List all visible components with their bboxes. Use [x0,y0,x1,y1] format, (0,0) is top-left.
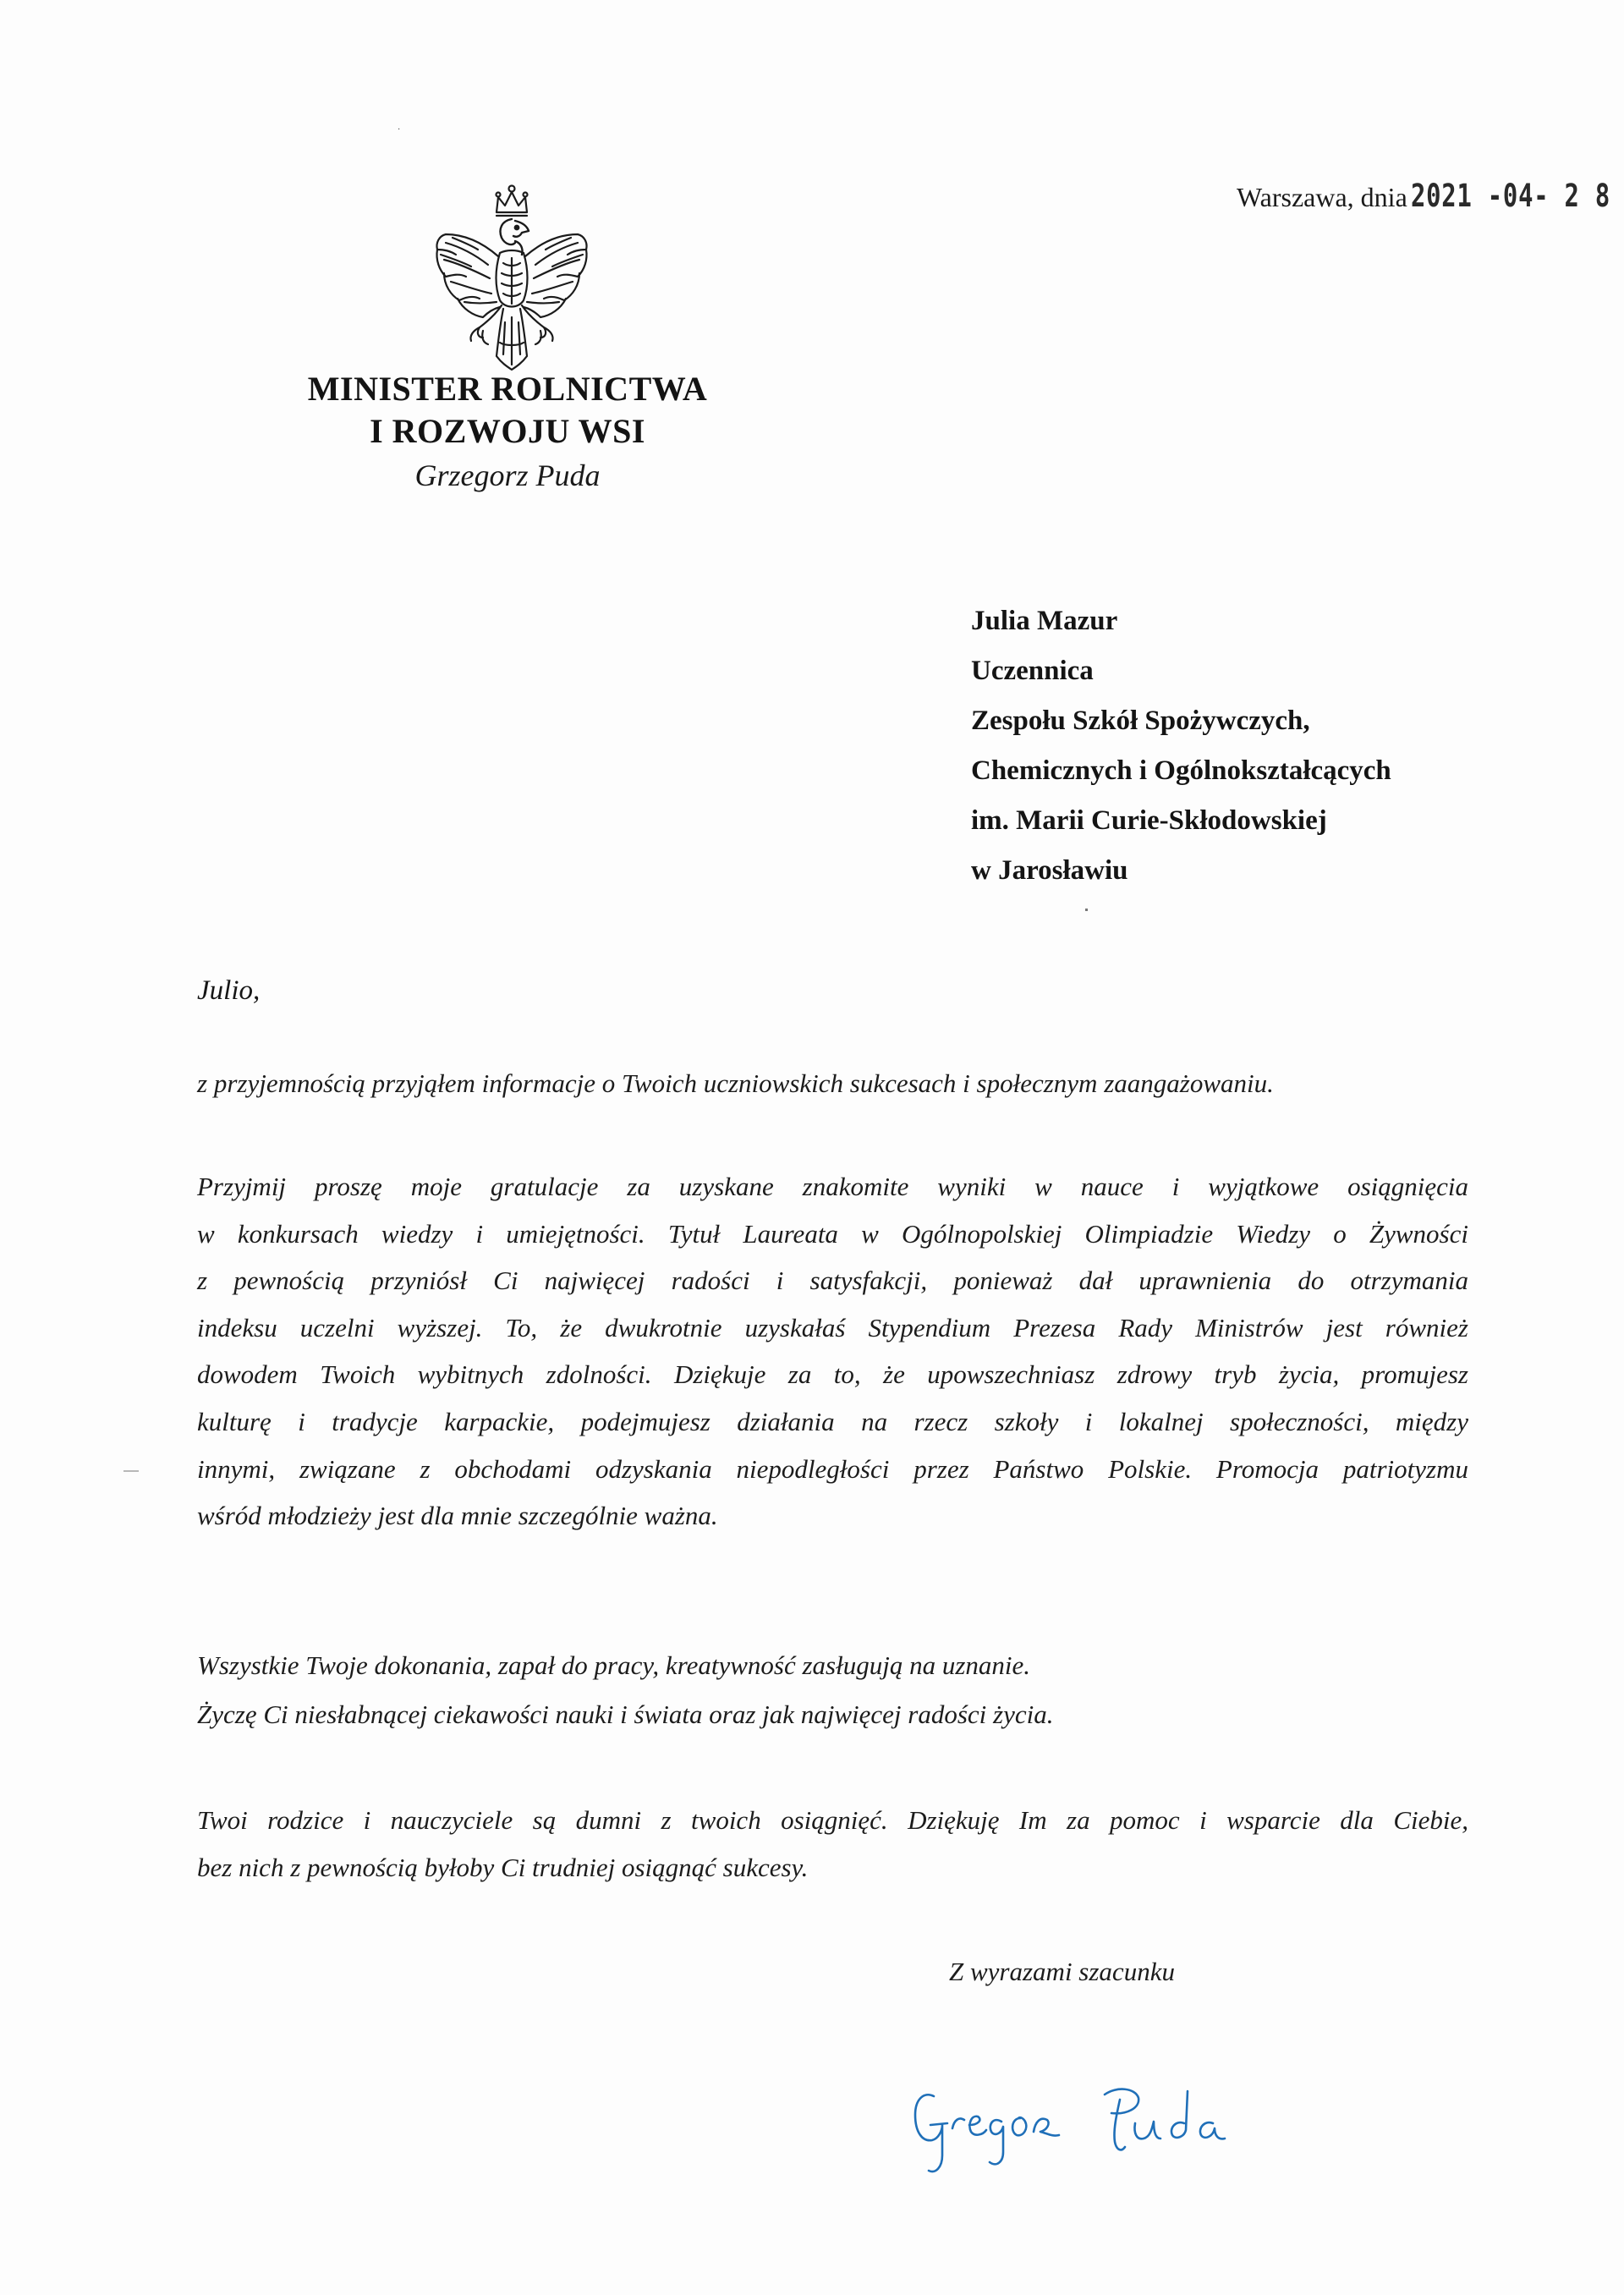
scan-speck: · [398,125,401,135]
paragraph-line: innymi, związane z obchodami odzyskania niepodległości przez Państwo Polskie. Promocja patriotyzmu [197,1453,1468,1484]
recipient-school-line3: im. Marii Curie-Skłodowskiej [971,805,1327,836]
paragraph-line: z przyjemnością przyjąłem informacje o Twoich uczniowskich sukcesach i społecznym zaangażowaniu. [197,1068,1274,1098]
sender-title-line1: MINISTER ROLNICTWA [307,370,708,408]
paragraph-line: kulturę i tradycje karpackie, podejmujesz działania na rzecz szkoły i lokalnej społeczności, między [197,1406,1468,1436]
salutation: Julio, [197,975,261,1006]
paragraph-congratulations [197,1163,1468,1540]
paragraph-line: Życzę Ci niesłabnącej ciekawości nauki i świata oraz jak najwięcej radości życia. [197,1699,1054,1729]
paragraph-achievements [197,1641,1468,1739]
paragraph-line: indeksu uczelni wyższej. To, że dwukrotnie uzyskałaś Stypendium Prezesa Rady Ministrów jest również [197,1312,1468,1342]
scan-dot [1085,909,1088,911]
recipient-block [971,596,1391,896]
sender-name: Grzegorz Puda [414,458,601,492]
date-stamp: 2021 -04- 2 8 [1410,178,1610,214]
paragraph-line: dowodem Twoich wybitnych zdolności. Dziękuje za to, że upowszechniasz zdrowy tryb życia, promujesz [197,1359,1468,1390]
recipient-school-line1: Zespołu Szkół Spożywczych, [971,706,1310,736]
paragraph-parents [197,1797,1468,1891]
scan-mark [123,1470,139,1472]
handwritten-signature [905,2047,1277,2182]
paragraph-line: w konkursach wiedzy i umiejętności. Tytuł Laureata w Ogólnopolskiej Olimpiadzie Wiedzy o Żywności [197,1218,1468,1249]
recipient-name: Julia Mazur [971,606,1118,636]
sender-block [279,368,736,495]
date-prefix: Warszawa, dnia [1237,182,1407,212]
recipient-role: Uczennica [971,656,1094,686]
sender-title-line2: I ROZWOJU WSI [370,412,645,450]
paragraph-line: bez nich z pewnością byłoby Ci trudniej osiągnąć sukcesy. [197,1853,809,1882]
recipient-city: w Jarosławiu [971,855,1128,886]
recipient-school-line2: Chemicznych i Ogólnokształcących [971,755,1391,786]
paragraph-line: wśród młodzieży jest dla mnie szczególnie ważna. [197,1501,718,1531]
polish-eagle-icon [427,182,596,373]
paragraph-line: Wszystkie Twoje dokonania, zapał do pracy, kreatywność zasługują na uznanie. [197,1650,1031,1680]
paragraph-intro [197,1068,1468,1099]
closing: Z wyrazami szacunku [949,1957,1175,1986]
paragraph-line: z pewnością przyniósł Ci najwięcej radości i satysfakcji, ponieważ dał uprawnienia do otrzymania [197,1266,1468,1296]
paragraph-line: Twoi rodzice i nauczyciele są dumni z twoich osiągnięć. Dziękuję Im za pomoc i wsparcie dla Ciebie, [197,1805,1468,1835]
date-line [1237,178,1624,214]
paragraph-line: Przyjmij proszę moje gratulacje za uzyskane znakomite wyniki w nauce i wyjątkowe osiągnięcia [197,1172,1468,1201]
